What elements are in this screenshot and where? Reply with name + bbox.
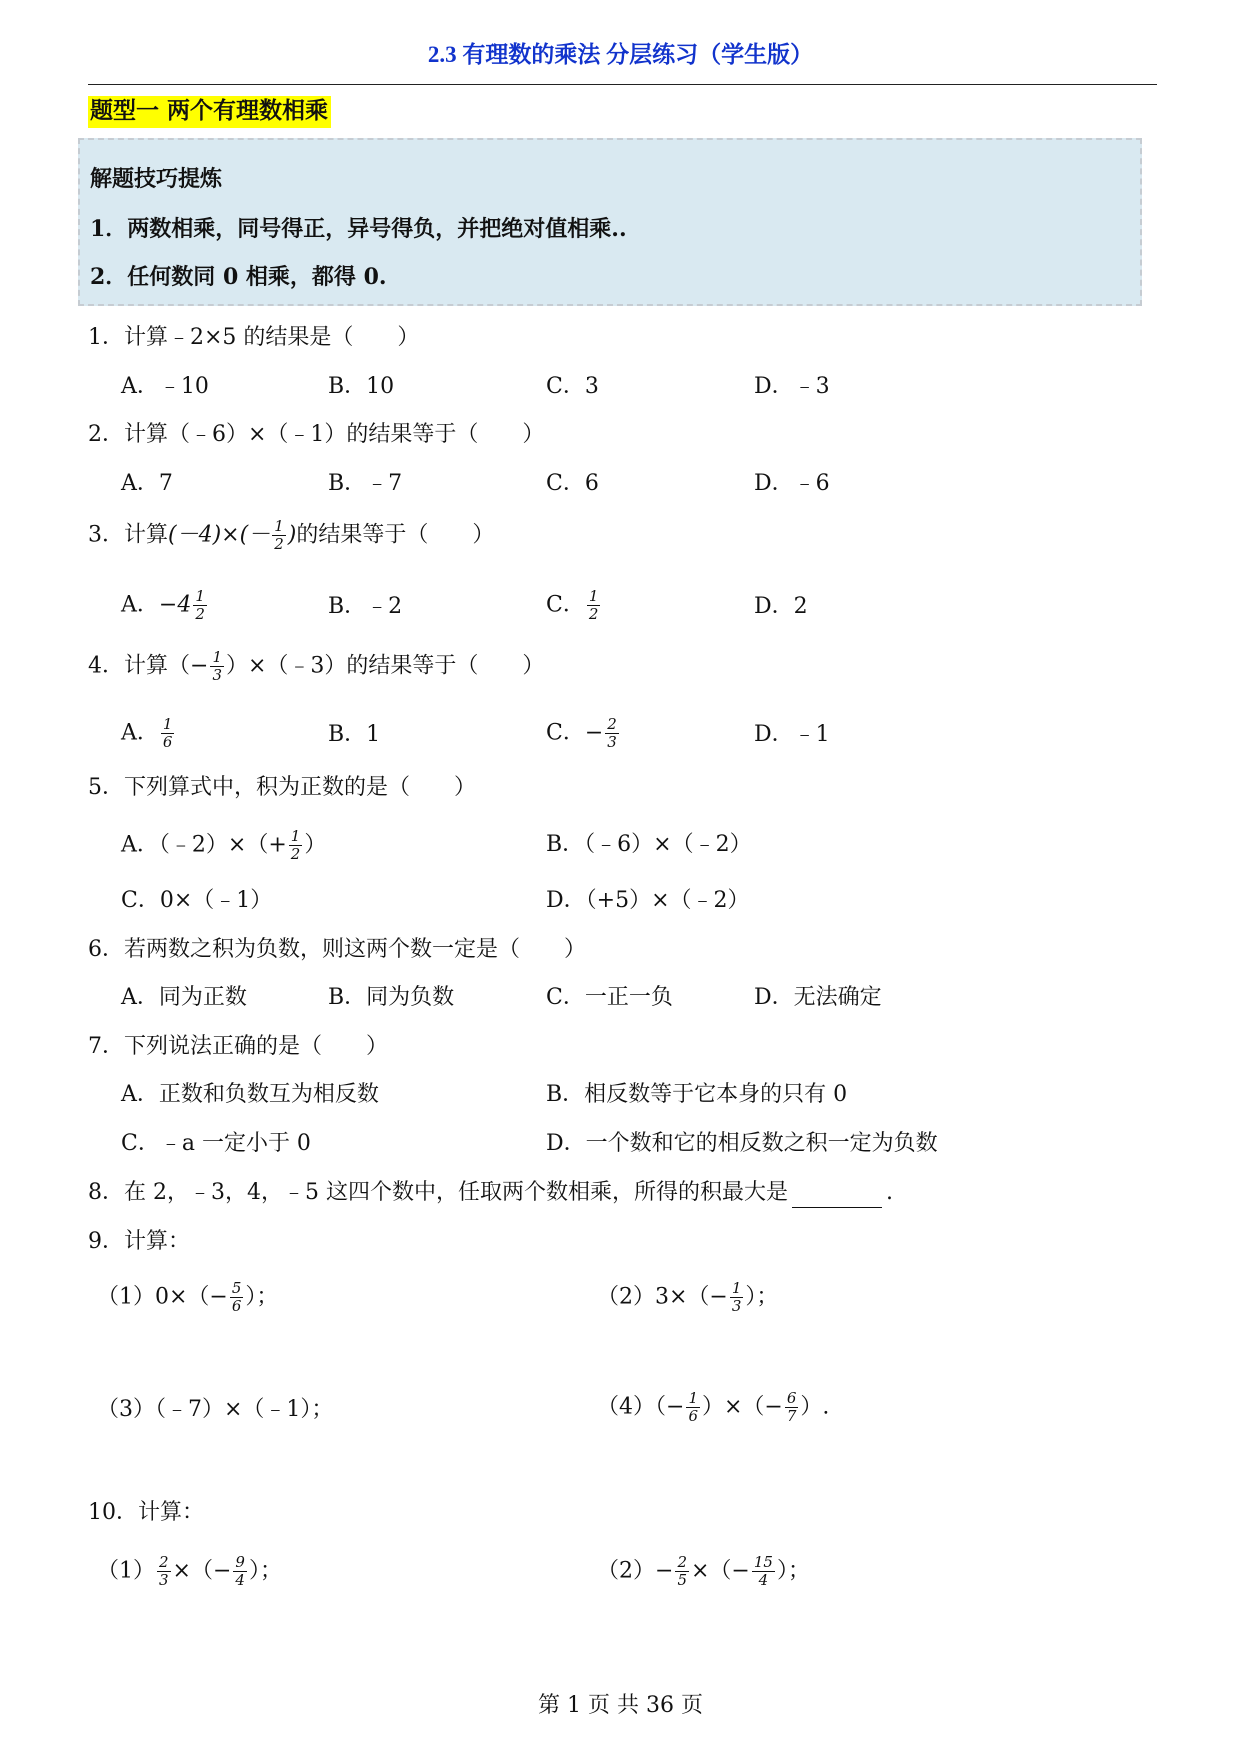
question-5-option-a: A．（﹣2）×（+ $\frac{1}{2}$ ） xyxy=(121,827,327,863)
question-5-option-c: C．0×（﹣1） xyxy=(121,888,273,913)
question-4-option-a: A． $\frac{1}{6}$ xyxy=(121,715,173,751)
question-4-option-c: C．− $\frac{2}{3}$ xyxy=(546,715,617,751)
question-1-option-a: A．﹣10 xyxy=(121,374,209,399)
question-7-option-a: A．正数和负数互为相反数 xyxy=(121,1082,379,1107)
question-2-option-d: D．﹣6 xyxy=(754,471,830,496)
question-3-fraction: $\frac{1}{2}$ xyxy=(274,517,284,553)
question-2-option-b: B．﹣7 xyxy=(328,471,403,496)
question-6-stem: 6．若两数之积为负数，则这两个数一定是（ ） xyxy=(88,937,586,962)
question-3-prefix: 3．计算 xyxy=(88,522,168,548)
question-6-option-b: B．同为负数 xyxy=(328,985,455,1010)
question-2-option-a: A．7 xyxy=(121,471,173,496)
question-7-stem: 7．下列说法正确的是（ ） xyxy=(88,1034,388,1059)
page-footer: 第 1 页 共 36 页 xyxy=(538,1693,703,1718)
section-heading: 题型一 两个有理数相乘 xyxy=(88,96,331,128)
question-6-option-c: C．一正一负 xyxy=(546,985,673,1010)
question-3-expression: (－4)×(－ xyxy=(168,522,271,548)
question-4-stem: 4．计算（− $\frac{1}{3}$ ）×（﹣3）的结果等于（ ） xyxy=(88,648,545,684)
question-5-option-b: B．（﹣6）×（﹣2） xyxy=(546,832,752,857)
question-7-option-c: C．﹣a 一定小于 0 xyxy=(121,1131,311,1156)
question-6-option-d: D．无法确定 xyxy=(754,985,882,1010)
tips-line-2: 2．任何数同 0 相乘，都得 0. xyxy=(90,264,387,290)
question-1-option-d: D．﹣3 xyxy=(754,374,830,399)
question-5-option-d: D．（+5）×（﹣2） xyxy=(546,888,750,913)
question-4-fraction: $\frac{1}{3}$ xyxy=(212,648,222,684)
page-title: 2.3 有理数的乘法 分层练习（学生版） xyxy=(427,42,814,67)
tips-line-1: 1．两数相乘，同号得正，异号得负，并把绝对值相乘.. xyxy=(90,216,627,242)
question-10-part-2: （2）− $\frac{2}{5}$ ×（− $\frac{15}{4}$ ）； xyxy=(597,1553,810,1589)
question-9-part-2: （2）3×（− $\frac{1}{3}$ ）； xyxy=(597,1279,779,1315)
question-3-option-a: A．−4 $\frac{1}{2}$ xyxy=(121,587,205,623)
question-9-part-3: （3）（﹣7）×（﹣1）； xyxy=(97,1397,334,1422)
question-6-option-a: A．同为正数 xyxy=(121,985,247,1010)
question-9-stem: 9．计算： xyxy=(88,1229,190,1254)
question-10-part-1: （1） $\frac{2}{3}$ ×（− $\frac{9}{4}$ ）； xyxy=(97,1553,282,1589)
question-3-stem: 3．计算(－4)×(－ $\frac{1}{2}$ )的结果等于（ ） xyxy=(88,517,495,553)
question-1-option-b: B．10 xyxy=(328,374,395,399)
question-3-option-c: C． $\frac{1}{2}$ xyxy=(546,587,599,623)
question-2-stem: 2．计算（﹣6）×（﹣1）的结果等于（ ） xyxy=(88,422,545,447)
tips-heading: 解题技巧提炼 xyxy=(90,166,223,192)
question-1-stem: 1．计算﹣2×5 的结果是（ ） xyxy=(88,325,420,350)
question-4-option-d: D．﹣1 xyxy=(754,722,830,747)
answer-blank[interactable] xyxy=(792,1185,882,1208)
question-2-option-c: C．6 xyxy=(546,471,599,496)
question-10-stem: 10．计算： xyxy=(88,1500,204,1525)
question-3-option-b: B．﹣2 xyxy=(328,594,403,619)
question-8-stem: 8．在 2，﹣3，4，﹣5 这四个数中，任取两个数相乘，所得的积最大是 . xyxy=(88,1178,893,1208)
question-1-option-c: C．3 xyxy=(546,374,599,399)
question-3-option-d: D．2 xyxy=(754,594,808,619)
question-9-part-4: （4）（− $\frac{1}{6}$ ）×（− $\frac{6}{7}$ ）. xyxy=(597,1389,830,1425)
header-rule xyxy=(88,84,1157,85)
question-7-option-d: D．一个数和它的相反数之积一定为负数 xyxy=(546,1131,938,1156)
question-9-part-1: （1）0×（− $\frac{5}{6}$ ）； xyxy=(97,1279,279,1315)
question-4-option-b: B．1 xyxy=(328,722,381,747)
question-7-option-b: B．相反数等于它本身的只有 0 xyxy=(546,1082,848,1107)
question-5-stem: 5．下列算式中，积为正数的是（ ） xyxy=(88,775,476,800)
